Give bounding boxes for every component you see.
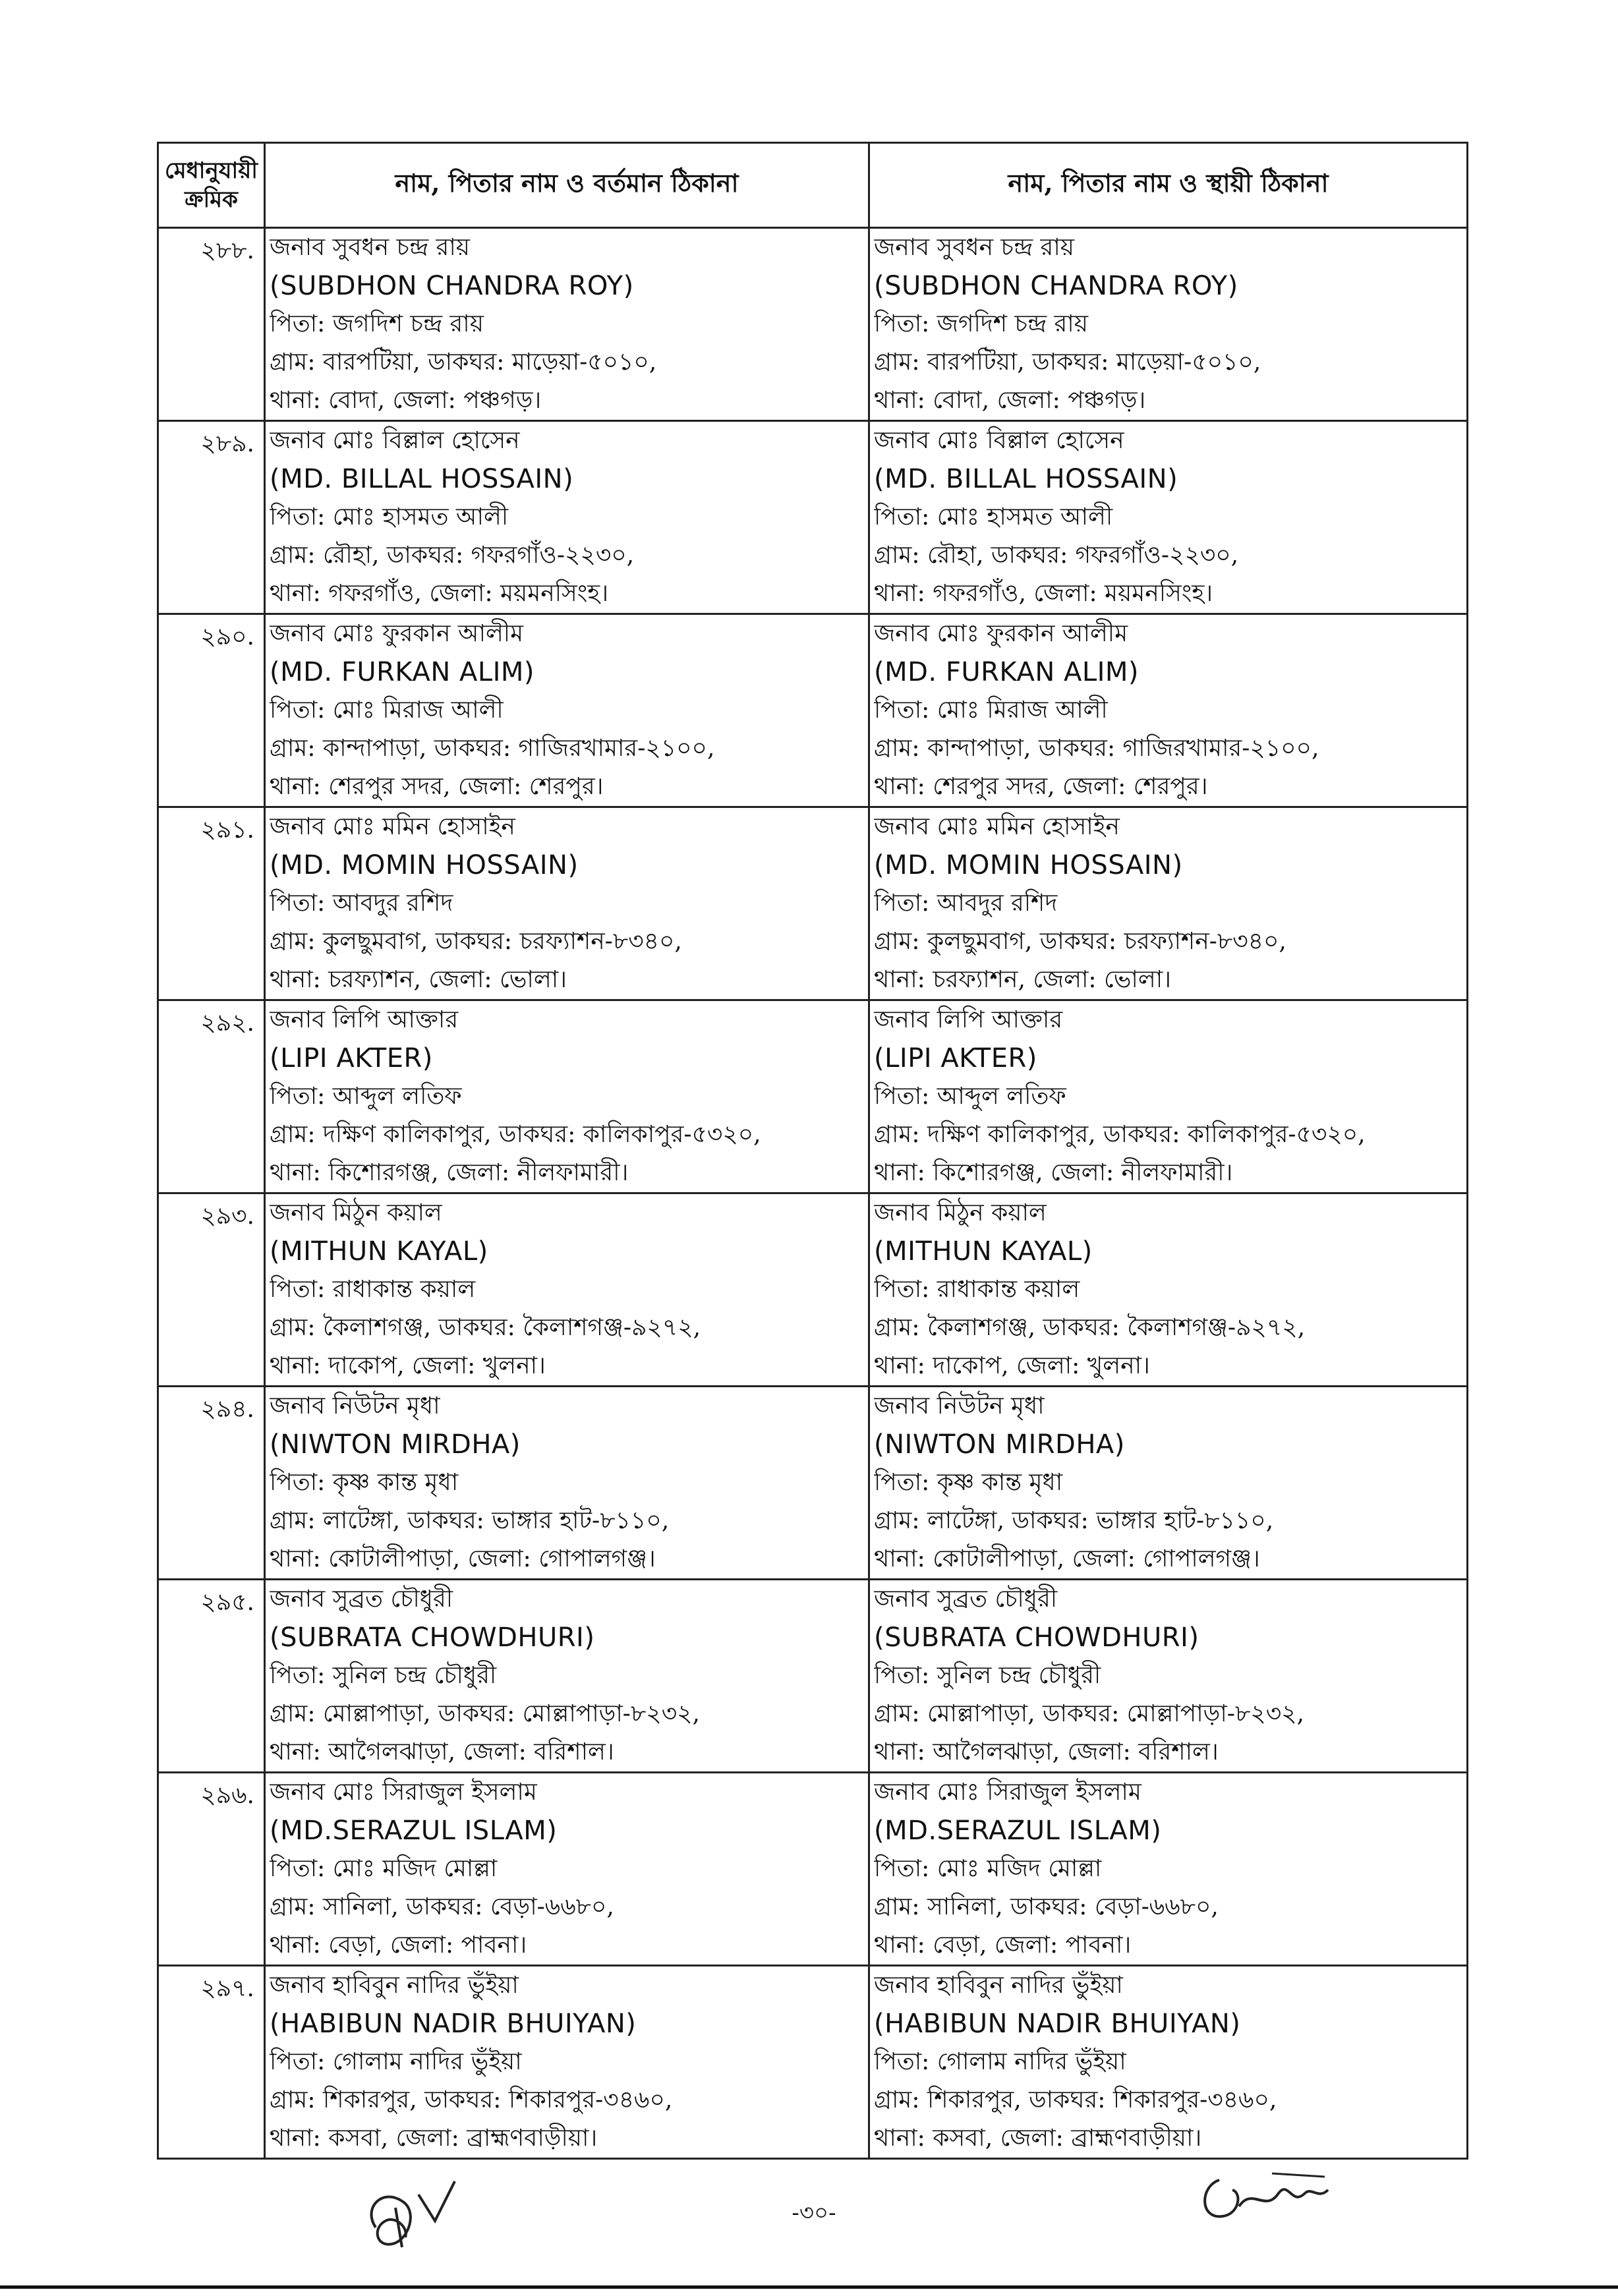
village-post-line: গ্রাম: সানিলা, ডাকঘর: বেড়া-৬৬৮০, <box>874 1893 1219 1920</box>
father-name-line: পিতা: মোঃ হাসমত আলী <box>874 503 1113 531</box>
current-address-cell <box>265 1387 869 1580</box>
name-line: জনাব সুবধন চন্দ্র রায় <box>874 234 1074 261</box>
english-name-line: (MD.SERAZUL ISLAM) <box>270 1816 558 1846</box>
permanent-address-cell <box>869 421 1468 614</box>
name-line: জনাব নিউটন মৃধা <box>270 1392 440 1420</box>
name-line: জনাব সুবধন চন্দ্র রায় <box>270 234 470 261</box>
village-post-line: গ্রাম: লাটেঙ্গা, ডাকঘর: ভাঙ্গার হাট-৮১১০, <box>874 1507 1274 1534</box>
village-post-line: গ্রাম: মোল্লাপাড়া, ডাকঘর: মোল্লাপাড়া-৮২৩২, <box>270 1700 700 1727</box>
name-line: জনাব মোঃ বিল্লাল হোসেন <box>270 427 520 454</box>
permanent-address-cell <box>869 1387 1468 1580</box>
english-name-line: (MITHUN KAYAL) <box>874 1236 1093 1267</box>
english-name-line: (LIPI AKTER) <box>270 1043 433 1074</box>
name-line: জনাব সুব্রত চৌধুরী <box>270 1586 453 1613</box>
father-name-line: পিতা: আব্দুল লতিফ <box>874 1083 1066 1110</box>
english-name-line: (HABIBUN NADIR BHUIYAN) <box>270 2009 637 2039</box>
signature-right <box>1193 2154 1351 2233</box>
current-address-cell <box>265 1966 869 2159</box>
name-line: জনাব মোঃ ফুরকান আলীম <box>270 620 524 647</box>
father-name-line: পিতা: মোঃ মিরাজ আলী <box>270 697 504 724</box>
thana-district-line: থানা: চরফ্যাশন, জেলা: ভোলা। <box>874 966 1172 993</box>
english-name-line: (MD.SERAZUL ISLAM) <box>874 1816 1162 1846</box>
serial-header-line-1: মেধানুযায়ী <box>164 158 258 184</box>
thana-district-line: থানা: কিশোরগঞ্জ, জেলা: নীলফামারী। <box>270 1159 629 1186</box>
village-post-line: গ্রাম: কুলছুমবাগ, ডাকঘর: চরফ্যাশন-৮৩৪০, <box>270 928 682 955</box>
name-line: জনাব লিপি আক্তার <box>270 1006 459 1033</box>
serial-cell: ২৯১. <box>158 807 265 1000</box>
father-name-line: পিতা: আবদুর রশিদ <box>270 890 453 917</box>
english-name-line: (HABIBUN NADIR BHUIYAN) <box>874 2009 1241 2039</box>
serial-cell: ২৮৮. <box>158 228 265 421</box>
permanent-address-cell <box>869 1966 1468 2159</box>
current-address-cell <box>265 614 869 807</box>
permanent-address-cell <box>869 228 1468 421</box>
serial-column-header <box>158 143 265 228</box>
english-name-line: (LIPI AKTER) <box>874 1043 1037 1074</box>
permanent-address-cell <box>869 614 1468 807</box>
permanent-address-cell <box>869 807 1468 1000</box>
thana-district-line: থানা: কিশোরগঞ্জ, জেলা: নীলফামারী। <box>874 1159 1233 1186</box>
thana-district-line: থানা: বেড়া, জেলা: পাবনা। <box>874 1932 1132 1959</box>
table-row <box>158 1000 1468 1193</box>
village-post-line: গ্রাম: লাটেঙ্গা, ডাকঘর: ভাঙ্গার হাট-৮১১০, <box>270 1507 670 1534</box>
father-name-line: পিতা: মোঃ হাসমত আলী <box>270 503 509 531</box>
current-address-cell <box>265 807 869 1000</box>
serial-cell: ২৯৬. <box>158 1773 265 1966</box>
english-name-line: (SUBRATA CHOWDHURI) <box>270 1622 595 1653</box>
father-name-line: পিতা: মোঃ মজিদ মোল্লা <box>874 1855 1102 1882</box>
village-post-line: গ্রাম: রৌহা, ডাকঘর: গফরগাঁও-২২৩০, <box>270 542 635 569</box>
english-name-line: (NIWTON MIRDHA) <box>874 1429 1125 1460</box>
current-address-cell <box>265 1193 869 1387</box>
english-name-line: (MD. BILLAL HOSSAIN) <box>270 464 574 494</box>
thana-district-line: থানা: চরফ্যাশন, জেলা: ভোলা। <box>270 966 567 993</box>
serial-header-line-2: ক্রমিক <box>185 187 238 213</box>
village-post-line: গ্রাম: দক্ষিণ কালিকাপুর, ডাকঘর: কালিকাপুর-৫৩২০, <box>874 1121 1366 1148</box>
permanent-address-cell <box>869 1773 1468 1966</box>
thana-district-line: থানা: শেরপুর সদর, জেলা: শেরপুর। <box>270 773 604 800</box>
name-line: জনাব নিউটন মৃধা <box>874 1392 1045 1420</box>
english-name-line: (SUBDHON CHANDRA ROY) <box>874 271 1238 301</box>
table-header-row <box>158 143 1468 228</box>
village-post-line: গ্রাম: কান্দাপাড়া, ডাকঘর: গাজিরখামার-২১০০, <box>270 735 715 762</box>
english-name-line: (MITHUN KAYAL) <box>270 1236 488 1267</box>
name-line: জনাব মোঃ ফুরকান আলীম <box>874 620 1128 647</box>
thana-district-line: থানা: দাকোপ, জেলা: খুলনা। <box>270 1352 546 1379</box>
table-row <box>158 614 1468 807</box>
name-line: জনাব মোঃ বিল্লাল হোসেন <box>874 427 1124 454</box>
table-row <box>158 1193 1468 1387</box>
english-name-line: (SUBRATA CHOWDHURI) <box>874 1622 1199 1653</box>
father-name-line: পিতা: গোলাম নাদির ভুঁইয়া <box>270 2048 522 2075</box>
thana-district-line: থানা: আগৈলঝাড়া, জেলা: বরিশাল। <box>270 1738 614 1765</box>
english-name-line: (SUBDHON CHANDRA ROY) <box>270 271 634 301</box>
father-name-line: পিতা: মোঃ মজিদ মোল্লা <box>270 1855 498 1882</box>
current-address-cell <box>265 228 869 421</box>
father-name-line: পিতা: মোঃ মিরাজ আলী <box>874 697 1108 724</box>
table-row <box>158 1387 1468 1580</box>
current-address-cell <box>265 1773 869 1966</box>
village-post-line: গ্রাম: দক্ষিণ কালিকাপুর, ডাকঘর: কালিকাপুর-৫৩২০, <box>270 1121 761 1148</box>
thana-district-line: থানা: কোটালীপাড়া, জেলা: গোপালগঞ্জ। <box>874 1545 1260 1572</box>
table-row <box>158 1580 1468 1773</box>
village-post-line: গ্রাম: শিকারপুর, ডাকঘর: শিকারপুর-৩৪৬০, <box>270 2086 673 2113</box>
thana-district-line: থানা: দাকোপ, জেলা: খুলনা। <box>874 1352 1150 1379</box>
english-name-line: (NIWTON MIRDHA) <box>270 1429 521 1460</box>
village-post-line: গ্রাম: সানিলা, ডাকঘর: বেড়া-৬৬৮০, <box>270 1893 614 1920</box>
village-post-line: গ্রাম: শিকারপুর, ডাকঘর: শিকারপুর-৩৪৬০, <box>874 2086 1277 2113</box>
thana-district-line: থানা: আগৈলঝাড়া, জেলা: বরিশাল। <box>874 1738 1219 1765</box>
serial-cell: ২৯৩. <box>158 1193 265 1387</box>
village-post-line: গ্রাম: কৈলাশগঞ্জ, ডাকঘর: কৈলাশগঞ্জ-৯২৭২, <box>874 1314 1306 1341</box>
name-line: জনাব মিঠুন কয়াল <box>874 1199 1047 1226</box>
father-name-line: পিতা: সুনিল চন্দ্র চৌধুরী <box>874 1662 1101 1689</box>
permanent-address-cell <box>869 1580 1468 1773</box>
table-row <box>158 1773 1468 1966</box>
name-line: জনাব লিপি আক্তার <box>874 1006 1063 1033</box>
village-post-line: গ্রাম: মোল্লাপাড়া, ডাকঘর: মোল্লাপাড়া-৮২৩২, <box>874 1700 1304 1727</box>
name-line: জনাব হাবিবুন নাদির ভুঁইয়া <box>874 1972 1123 1999</box>
signature-left <box>356 2155 488 2260</box>
thana-district-line: থানা: বেড়া, জেলা: পাবনা। <box>270 1932 527 1959</box>
village-post-line: গ্রাম: কুলছুমবাগ, ডাকঘর: চরফ্যাশন-৮৩৪০, <box>874 928 1286 955</box>
english-name-line: (MD. MOMIN HOSSAIN) <box>270 850 579 880</box>
serial-cell: ২৯৭. <box>158 1966 265 2159</box>
serial-cell: ২৮৯. <box>158 421 265 614</box>
name-line: জনাব সুব্রত চৌধুরী <box>874 1586 1058 1613</box>
father-name-line: পিতা: গোলাম নাদির ভুঁইয়া <box>874 2048 1126 2075</box>
father-name-line: পিতা: রাধাকান্ত কয়াল <box>270 1276 476 1303</box>
permanent-address-cell <box>869 1000 1468 1193</box>
permanent-address-cell <box>869 1193 1468 1387</box>
current-address-cell <box>265 1580 869 1773</box>
current-address-column-header: নাম, পিতার নাম ও বর্তমান ঠিকানা <box>265 143 869 228</box>
thana-district-line: থানা: কসবা, জেলা: ব্রাহ্মণবাড়ীয়া। <box>874 2125 1202 2152</box>
village-post-line: গ্রাম: রৌহা, ডাকঘর: গফরগাঁও-২২৩০, <box>874 542 1239 569</box>
thana-district-line: থানা: শেরপুর সদর, জেলা: শেরপুর। <box>874 773 1208 800</box>
thana-district-line: থানা: বোদা, জেলা: পঞ্চগড়। <box>874 387 1146 414</box>
serial-cell: ২৯৪. <box>158 1387 265 1580</box>
serial-cell: ২৯৫. <box>158 1580 265 1773</box>
father-name-line: পিতা: সুনিল চন্দ্র চৌধুরী <box>270 1662 497 1689</box>
current-address-cell <box>265 1000 869 1193</box>
thana-district-line: থানা: কসবা, জেলা: ব্রাহ্মণবাড়ীয়া। <box>270 2125 598 2152</box>
father-name-line: পিতা: জগদিশ চন্দ্র রায় <box>874 310 1088 337</box>
thana-district-line: থানা: গফরগাঁও, জেলা: ময়মনসিংহ। <box>270 580 609 607</box>
thana-district-line: থানা: বোদা, জেলা: পঞ্চগড়। <box>270 387 542 414</box>
thana-district-line: থানা: গফরগাঁও, জেলা: ময়মনসিংহ। <box>874 580 1213 607</box>
table-row <box>158 421 1468 614</box>
name-line: জনাব মোঃ সিরাজুল ইসলাম <box>874 1779 1141 1806</box>
table-row <box>158 807 1468 1000</box>
father-name-line: পিতা: রাধাকান্ত কয়াল <box>874 1276 1080 1303</box>
merit-list-table <box>157 142 1468 2160</box>
village-post-line: গ্রাম: বারপটিয়া, ডাকঘর: মাড়েয়া-৫০১০, <box>874 349 1261 376</box>
father-name-line: পিতা: আব্দুল লতিফ <box>270 1083 462 1110</box>
english-name-line: (MD. MOMIN HOSSAIN) <box>874 850 1183 880</box>
father-name-line: পিতা: আবদুর রশিদ <box>874 890 1058 917</box>
village-post-line: গ্রাম: বারপটিয়া, ডাকঘর: মাড়েয়া-৫০১০, <box>270 349 657 376</box>
current-address-cell <box>265 421 869 614</box>
table-body <box>158 228 1468 2159</box>
permanent-address-column-header: নাম, পিতার নাম ও স্থায়ী ঠিকানা <box>869 143 1468 228</box>
name-line: জনাব মিঠুন কয়াল <box>270 1199 442 1226</box>
name-line: জনাব মোঃ সিরাজুল ইসলাম <box>270 1779 537 1806</box>
serial-cell: ২৯২. <box>158 1000 265 1193</box>
table-row <box>158 228 1468 421</box>
name-line: জনাব হাবিবুন নাদির ভুঁইয়া <box>270 1972 519 1999</box>
village-post-line: গ্রাম: কান্দাপাড়া, ডাকঘর: গাজিরখামার-২১০০, <box>874 735 1319 762</box>
name-line: জনাব মোঃ মমিন হোসাইন <box>874 813 1120 840</box>
name-line: জনাব মোঃ মমিন হোসাইন <box>270 813 515 840</box>
english-name-line: (MD. FURKAN ALIM) <box>270 657 535 687</box>
thana-district-line: থানা: কোটালীপাড়া, জেলা: গোপালগঞ্জ। <box>270 1545 656 1572</box>
village-post-line: গ্রাম: কৈলাশগঞ্জ, ডাকঘর: কৈলাশগঞ্জ-৯২৭২, <box>270 1314 701 1341</box>
page-number: -৩০- <box>792 2200 836 2226</box>
table-row <box>158 1966 1468 2159</box>
father-name-line: পিতা: কৃষ্ণ কান্ত মৃধা <box>270 1469 459 1496</box>
father-name-line: পিতা: জগদিশ চন্দ্র রায় <box>270 310 484 337</box>
bottom-rule <box>0 2285 1618 2289</box>
father-name-line: পিতা: কৃষ্ণ কান্ত মৃধা <box>874 1469 1063 1496</box>
serial-cell: ২৯০. <box>158 614 265 807</box>
english-name-line: (MD. FURKAN ALIM) <box>874 657 1140 687</box>
english-name-line: (MD. BILLAL HOSSAIN) <box>874 464 1178 494</box>
